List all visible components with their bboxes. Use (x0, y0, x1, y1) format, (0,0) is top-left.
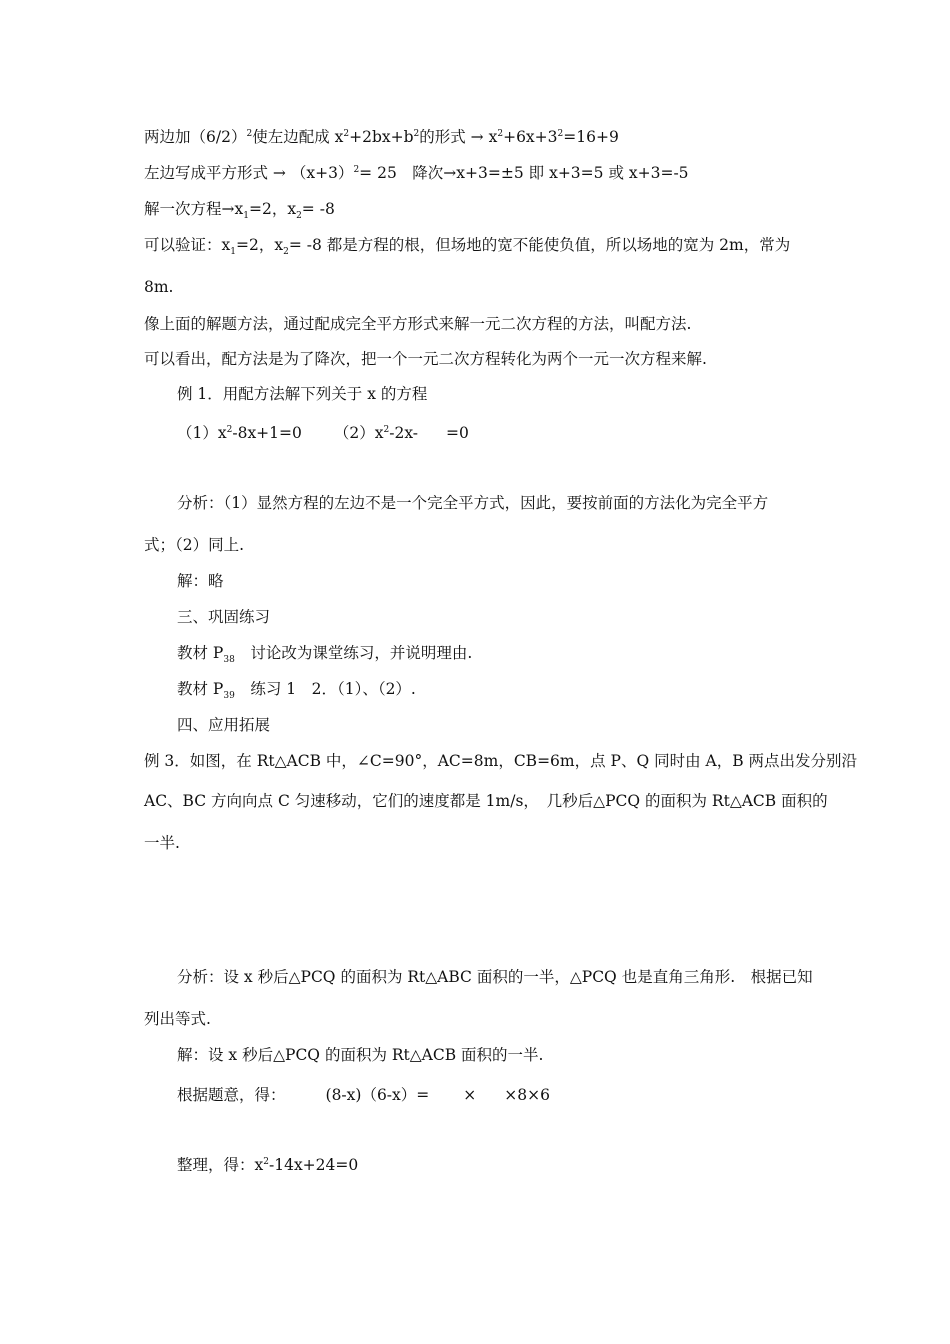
text: =2，x (235, 236, 284, 254)
text: =16+9 (563, 128, 619, 146)
text: -14x+24=0 (268, 1156, 359, 1174)
superscript: 2 (413, 128, 420, 139)
text: 的形式 → x (419, 128, 498, 146)
superscript: 2 (383, 424, 390, 435)
section-4-heading: 四、应用拓展 (177, 716, 271, 734)
text-line-14 (177, 642, 472, 664)
text-line-20: 分析：设 x 秒后△PCQ 的面积为 Rt△ABC 面积的一半，△PCQ 也是直角三角形. 根据已知 (177, 968, 813, 986)
subscript: 2 (296, 211, 302, 222)
example-1-equations (177, 422, 469, 444)
text-line-10: 分析：（1）显然方程的左边不是一个完全平方式，因此，要按前面的方法化为完全平方 (177, 494, 769, 512)
text: 练习 1 2．（1）、（2）. (234, 680, 416, 698)
text: =2，x (248, 200, 297, 218)
text-line-4 (144, 234, 790, 256)
superscript: 2 (557, 128, 564, 139)
subscript: 1 (230, 247, 236, 258)
text-line-23 (177, 1084, 550, 1106)
text: 可以验证：x (144, 236, 231, 254)
text-line-7: 可以看出，配方法是为了降次，把一个一元二次方程转化为两个一元一次方程来解. (144, 350, 707, 368)
text: (8-x)（6-x）= (325, 1086, 430, 1104)
text-line-6: 像上面的解题方法，通过配成完全平方形式来解一元二次方程的方法，叫配方法. (144, 315, 692, 333)
superscript: 2 (497, 128, 504, 139)
subscript: 2 (283, 247, 289, 258)
superscript: 2 (343, 128, 350, 139)
text-line-11: 式；（2）同上. (144, 536, 245, 554)
text: 解一次方程→x (144, 200, 244, 218)
text: = -8 (301, 200, 335, 218)
subscript: 1 (243, 211, 249, 222)
text: -2x- (389, 424, 419, 442)
section-3-heading: 三、巩固练习 (177, 608, 271, 626)
superscript: 2 (353, 164, 360, 175)
text-line-2 (144, 162, 689, 184)
subscript: 38 (223, 655, 235, 666)
text: -8x+1=0 (232, 424, 302, 442)
text-line-15 (177, 678, 416, 700)
text: 左边写成平方形式 → （x+3） (144, 164, 354, 182)
text: +2bx+b (349, 128, 414, 146)
text-line-5: 8m. (144, 278, 174, 296)
text-line-21: 列出等式. (144, 1010, 211, 1028)
text-line-17: 例 3．如图，在 Rt△ACB 中，∠C=90°，AC=8m，CB=6m，点 P、Q 同时由 A，B 两点出发分别沿 (144, 752, 858, 770)
text-line-19: 一半. (144, 834, 180, 852)
text: 教材 P (177, 644, 224, 662)
text: +6x+3 (503, 128, 558, 146)
superscript: 2 (246, 128, 253, 139)
superscript: 2 (263, 1156, 269, 1167)
text-line-22: 解：设 x 秒后△PCQ 的面积为 Rt△ACB 面积的一半. (177, 1046, 544, 1064)
text: （2）x (333, 424, 384, 442)
subscript: 39 (223, 691, 235, 702)
text-line-12: 解：略 (177, 572, 224, 590)
text: =0 (446, 424, 469, 442)
text: ×8×6 (504, 1086, 550, 1104)
text: = 25 降次→x+3=±5 即 x+3=5 或 x+3=-5 (359, 164, 689, 182)
text-line-3 (144, 198, 335, 220)
text: （1）x (177, 424, 227, 442)
text: × (463, 1086, 477, 1104)
text-line-18: AC、BC 方向向点 C 匀速移动，它们的速度都是 1m/s， 几秒后△PCQ 的面积为 Rt△ACB 面积的 (144, 792, 828, 810)
text: 使左边配成 x (252, 128, 344, 146)
text-line-1 (144, 126, 619, 148)
text: 讨论改为课堂练习，并说明理由. (234, 644, 473, 662)
text: 两边加（6/2） (144, 128, 247, 146)
text-line-24 (177, 1154, 358, 1176)
text: = -8 都是方程的根，但场地的宽不能使负值，所以场地的宽为 2m，常为 (288, 236, 791, 254)
superscript: 2 (226, 424, 233, 435)
text: 教材 P (177, 680, 224, 698)
text: 整理，得：x (177, 1156, 264, 1174)
example-1-heading: 例 1．用配方法解下列关于 x 的方程 (177, 385, 428, 403)
text: 根据题意，得： (177, 1086, 286, 1104)
